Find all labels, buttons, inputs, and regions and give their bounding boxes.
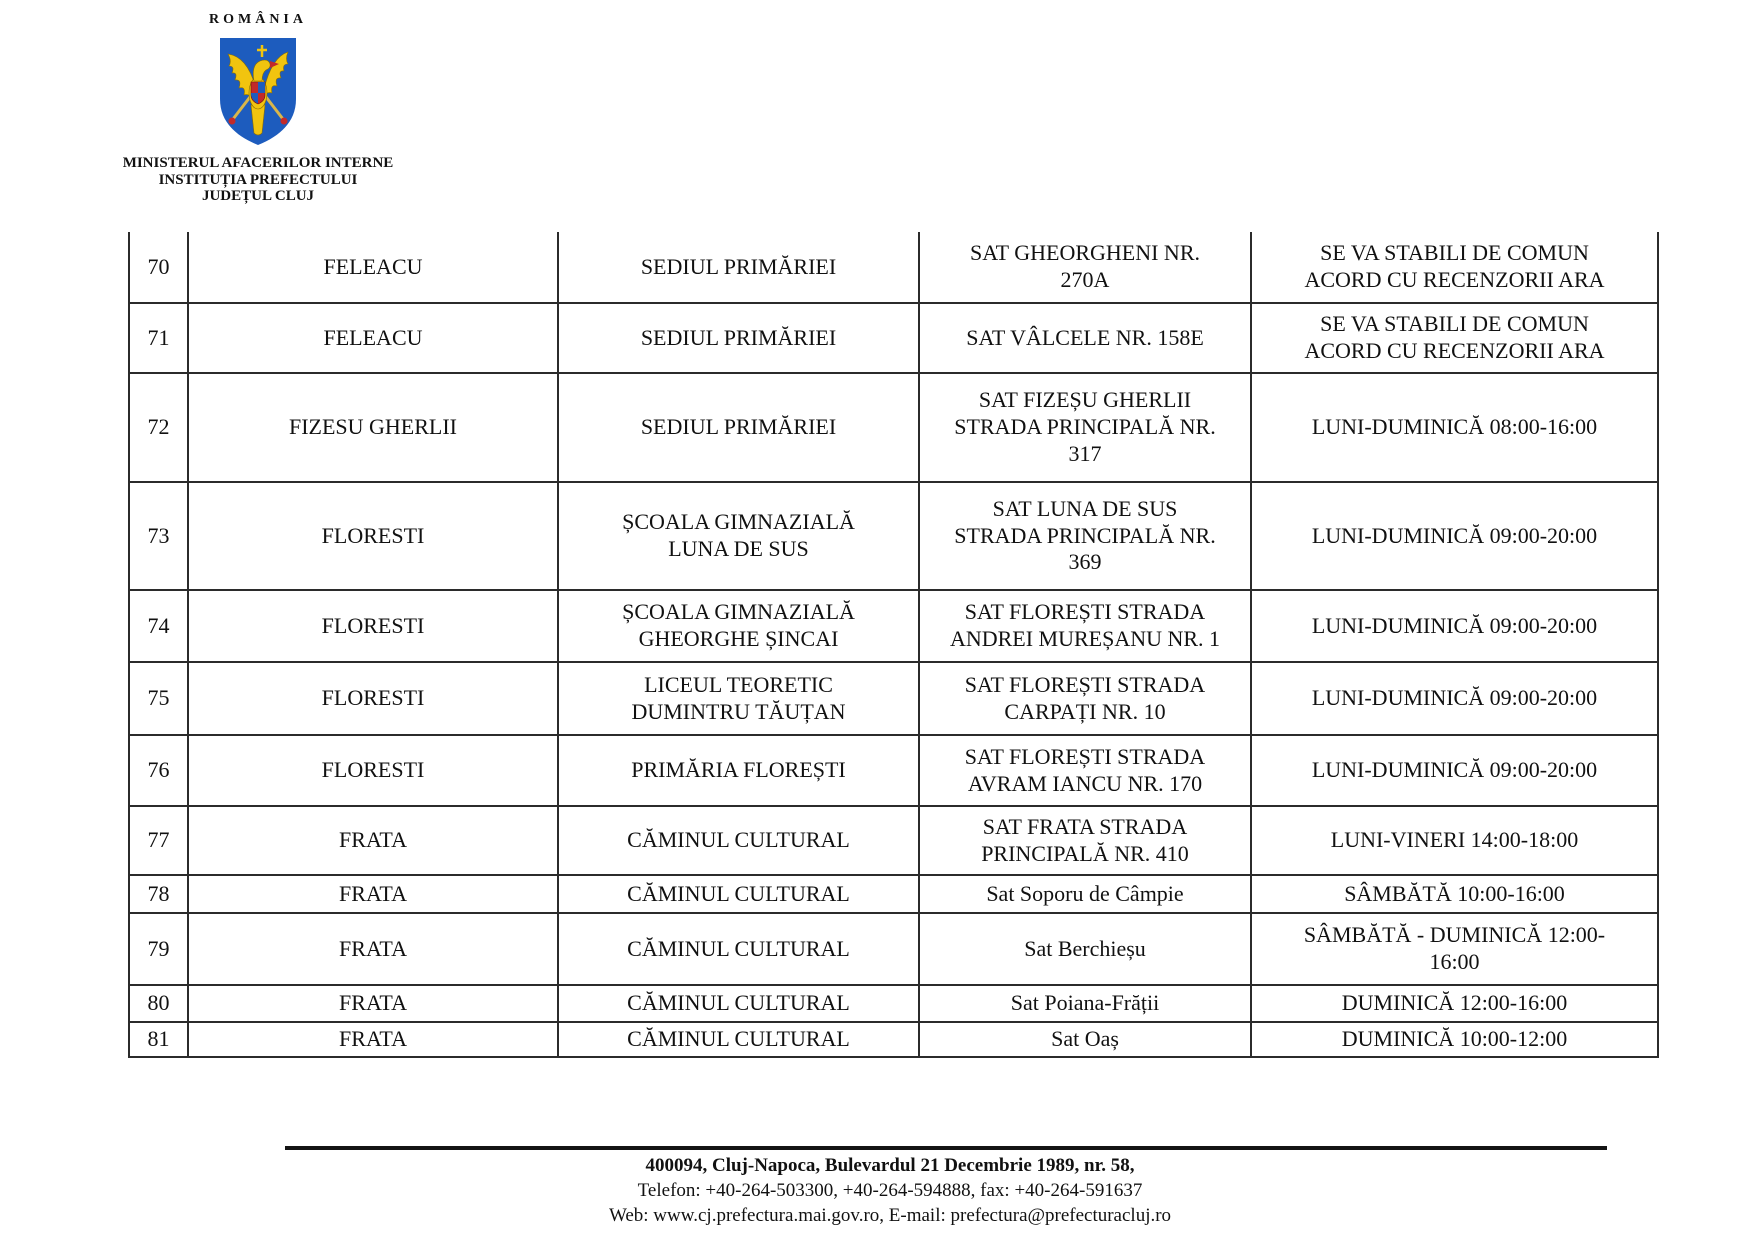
footer (190, 1153, 1590, 1228)
location-cell-text: CĂMINUL CULTURAL (627, 990, 850, 1016)
row-number-cell-text: 72 (147, 414, 170, 440)
ministry-title: MINISTERUL AFACERILOR INTERNE (122, 155, 394, 171)
address-cell-text: SAT FLOREȘTI STRADA CARPAȚI NR. 10 (964, 671, 1206, 724)
location-cell (558, 806, 919, 875)
locality-cell-text: FRATA (339, 880, 407, 906)
locality-cell (188, 303, 558, 373)
schedule-cell (1251, 303, 1658, 373)
locality-cell-text: FLORESTI (321, 757, 425, 783)
location-cell-text: SEDIUL PRIMĂRIEI (640, 414, 837, 440)
schedule-cell (1251, 985, 1658, 1022)
location-cell-text: CĂMINUL CULTURAL (627, 1026, 850, 1052)
table-row (129, 1022, 1658, 1057)
location-cell-text: CĂMINUL CULTURAL (627, 935, 850, 961)
row-number-cell (129, 590, 188, 662)
locality-cell (188, 1022, 558, 1057)
address-cell-text: Sat Berchieșu (1024, 935, 1146, 961)
schedule-cell (1251, 373, 1658, 482)
row-number-cell (129, 232, 188, 303)
table-row (129, 806, 1658, 875)
row-number-cell-text: 77 (147, 827, 170, 853)
location-cell (558, 913, 919, 985)
schedule-cell (1251, 662, 1658, 735)
location-cell-text: SEDIUL PRIMĂRIEI (640, 253, 837, 279)
address-cell (919, 303, 1251, 373)
location-cell (558, 1022, 919, 1057)
row-number-cell (129, 806, 188, 875)
locality-cell-text: FELEACU (323, 253, 423, 279)
schedule-cell-text: SÂMBĂTĂ - DUMINICĂ 12:00-16:00 (1303, 922, 1606, 974)
locality-cell (188, 482, 558, 590)
address-cell-text: SAT FLOREȘTI STRADA AVRAM IANCU NR. 170 (964, 743, 1206, 796)
row-number-cell-text: 78 (147, 880, 170, 906)
location-cell-text: LICEUL TEORETIC DUMINTRU TĂUȚAN (631, 671, 846, 724)
schedule-cell (1251, 482, 1658, 590)
footer-web: Web: www.cj.prefectura.mai.gov.ro, E-mail: prefectura@prefecturacluj.ro (608, 1205, 1172, 1226)
schedule-cell (1251, 875, 1658, 913)
location-cell (558, 985, 919, 1022)
locality-cell-text: FELEACU (323, 324, 423, 350)
locality-cell-text: FRATA (339, 990, 407, 1016)
address-cell-text: Sat Poiana-Frății (1010, 990, 1160, 1016)
table-row (129, 875, 1658, 913)
row-number-cell (129, 373, 188, 482)
schedule-cell (1251, 1022, 1658, 1057)
polling-stations-table (128, 232, 1659, 1058)
locality-cell (188, 913, 558, 985)
locality-cell (188, 806, 558, 875)
institution-title: INSTITUȚIA PREFECTULUI (158, 171, 358, 188)
location-cell (558, 662, 919, 735)
address-cell (919, 913, 1251, 985)
schedule-cell-text: LUNI-DUMINICĂ 09:00-20:00 (1311, 685, 1598, 711)
schedule-cell (1251, 232, 1658, 303)
location-cell (558, 875, 919, 913)
schedule-cell-text: LUNI-DUMINICĂ 09:00-20:00 (1311, 757, 1598, 783)
footer-address: 400094, Cluj-Napoca, Bulevardul 21 Decembrie 1989, nr. 58, (645, 1155, 1135, 1176)
schedule-cell-text: SÂMBĂTĂ 10:00-16:00 (1344, 880, 1565, 906)
schedule-cell-text: LUNI-VINERI 14:00-18:00 (1330, 827, 1579, 853)
schedule-cell-text: SE VA STABILI DE COMUN ACORD CU RECENZORII ARA (1304, 240, 1605, 292)
row-number-cell (129, 303, 188, 373)
address-cell (919, 482, 1251, 590)
row-number-cell-text: 71 (147, 324, 170, 350)
locality-cell-text: FLORESTI (321, 612, 425, 638)
row-number-cell (129, 913, 188, 985)
locality-cell-text: FRATA (339, 1026, 407, 1052)
schedule-cell (1251, 913, 1658, 985)
address-cell-text: SAT GHEORGHENI NR. 270A (970, 240, 1200, 292)
address-cell-text: Sat Oaș (1051, 1026, 1119, 1052)
table-row (129, 985, 1658, 1022)
schedule-cell-text: LUNI-DUMINICĂ 09:00-20:00 (1311, 612, 1598, 638)
locality-cell (188, 590, 558, 662)
location-cell-text: PRIMĂRIA FLOREȘTI (631, 757, 846, 783)
location-cell (558, 482, 919, 590)
footer-divider (285, 1146, 1607, 1150)
address-cell (919, 735, 1251, 806)
row-number-cell-text: 76 (147, 757, 170, 783)
schedule-cell-text: SE VA STABILI DE COMUN ACORD CU RECENZORII ARA (1304, 311, 1605, 363)
coat-of-arms-icon (218, 36, 298, 148)
address-cell (919, 985, 1251, 1022)
row-number-cell (129, 482, 188, 590)
table-row (129, 735, 1658, 806)
address-cell (919, 1022, 1251, 1057)
locality-cell (188, 875, 558, 913)
address-cell (919, 373, 1251, 482)
row-number-cell (129, 985, 188, 1022)
row-number-cell-text: 74 (147, 612, 170, 638)
row-number-cell-text: 75 (147, 685, 170, 711)
address-cell-text: SAT VÂLCELE NR. 158E (966, 324, 1204, 350)
locality-cell-text: FRATA (339, 935, 407, 961)
schedule-cell-text: DUMINICĂ 12:00-16:00 (1341, 990, 1568, 1016)
location-cell (558, 590, 919, 662)
table-row (129, 303, 1658, 373)
row-number-cell-text: 80 (147, 990, 170, 1016)
schedule-cell (1251, 806, 1658, 875)
table-row (129, 913, 1658, 985)
address-cell (919, 590, 1251, 662)
location-cell-text: SEDIUL PRIMĂRIEI (640, 324, 837, 350)
schedule-cell-text: LUNI-DUMINICĂ 08:00-16:00 (1311, 414, 1598, 440)
row-number-cell (129, 735, 188, 806)
schedule-cell (1251, 735, 1658, 806)
row-number-cell-text: 81 (147, 1026, 170, 1052)
address-cell (919, 662, 1251, 735)
locality-cell-text: FRATA (339, 827, 407, 853)
row-number-cell (129, 662, 188, 735)
location-cell-text: ȘCOALA GIMNAZIALĂ GHEORGHE ȘINCAI (622, 599, 855, 651)
row-number-cell-text: 73 (147, 522, 170, 548)
schedule-cell-text: LUNI-DUMINICĂ 09:00-20:00 (1311, 522, 1598, 548)
locality-cell (188, 735, 558, 806)
header-institution-block (58, 155, 458, 205)
address-cell-text: Sat Soporu de Câmpie (986, 880, 1184, 906)
footer-phone: Telefon: +40-264-503300, +40-264-594888, fax: +40-264-591637 (637, 1180, 1143, 1201)
location-cell (558, 373, 919, 482)
row-number-cell (129, 875, 188, 913)
row-number-cell-text: 79 (147, 935, 170, 961)
locality-cell-text: FIZESU GHERLII (288, 414, 458, 440)
location-cell (558, 303, 919, 373)
locality-cell (188, 985, 558, 1022)
address-cell (919, 875, 1251, 913)
schedule-cell (1251, 590, 1658, 662)
county-title: JUDEȚUL CLUJ (201, 188, 315, 204)
address-cell-text: SAT FLOREȘTI STRADA ANDREI MUREȘANU NR. 1 (949, 599, 1221, 651)
locality-cell (188, 373, 558, 482)
table-row (129, 590, 1658, 662)
location-cell-text: ȘCOALA GIMNAZIALĂ LUNA DE SUS (622, 509, 855, 561)
locality-cell-text: FLORESTI (321, 685, 425, 711)
row-number-cell (129, 1022, 188, 1057)
locality-cell (188, 232, 558, 303)
schedule-cell-text: DUMINICĂ 10:00-12:00 (1341, 1026, 1568, 1052)
location-cell-text: CĂMINUL CULTURAL (627, 880, 850, 906)
address-cell (919, 232, 1251, 303)
address-cell-text: SAT LUNA DE SUS STRADA PRINCIPALĂ NR. 369 (954, 495, 1216, 575)
country-title: ROMÂNIA (209, 12, 307, 27)
locality-cell-text: FLORESTI (321, 522, 425, 548)
locality-cell (188, 662, 558, 735)
table-row (129, 373, 1658, 482)
address-cell-text: SAT FIZEȘU GHERLII STRADA PRINCIPALĂ NR. 317 (954, 387, 1216, 466)
location-cell (558, 735, 919, 806)
table-row (129, 232, 1658, 303)
location-cell-text: CĂMINUL CULTURAL (627, 827, 850, 853)
table-row (129, 662, 1658, 735)
address-cell (919, 806, 1251, 875)
table-row (129, 482, 1658, 590)
row-number-cell-text: 70 (147, 253, 170, 279)
location-cell (558, 232, 919, 303)
address-cell-text: SAT FRATA STRADA PRINCIPALĂ NR. 410 (981, 813, 1189, 866)
